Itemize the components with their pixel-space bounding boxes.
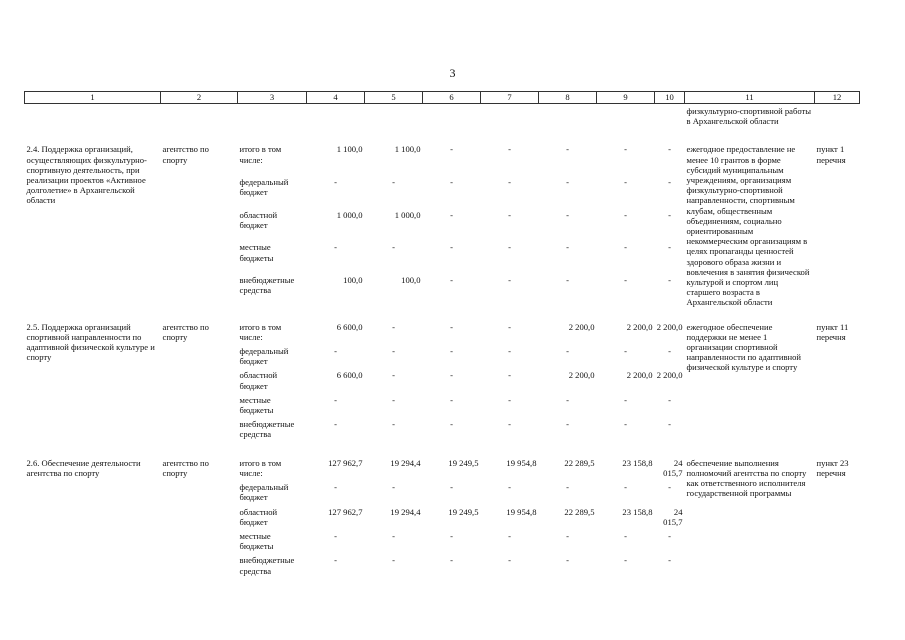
funding-source-label: местные бюджеты bbox=[239, 394, 274, 416]
funding-value: - bbox=[566, 394, 569, 405]
funding-value: 127 962,7 bbox=[328, 506, 363, 517]
funding-value: - bbox=[668, 419, 671, 430]
funding-value: - bbox=[334, 177, 337, 188]
funding-value: 19 954,8 bbox=[506, 457, 537, 468]
col-header: 11 bbox=[685, 92, 815, 104]
funding-value: - bbox=[566, 209, 569, 220]
funding-value: 1 000,0 bbox=[394, 209, 421, 220]
funding-value: 2 200,0 bbox=[656, 370, 683, 381]
col-header: 2 bbox=[161, 92, 238, 104]
funding-value: - bbox=[392, 370, 395, 381]
funding-value: - bbox=[624, 482, 627, 493]
col-header: 8 bbox=[539, 92, 597, 104]
funding-value: - bbox=[508, 394, 511, 405]
funding-value: - bbox=[508, 370, 511, 381]
section-spacer bbox=[25, 444, 860, 458]
col-header: 9 bbox=[597, 92, 655, 104]
funding-value: - bbox=[334, 530, 337, 541]
funding-value: - bbox=[392, 242, 395, 253]
funding-value: 19 294,4 bbox=[390, 457, 421, 468]
measure-name: 2.4. Поддержка организаций, осуществляющих физкультурно-спортивную деятельность, при реализации проектов «Активное долголетие» в Архангельской области bbox=[26, 144, 147, 206]
funding-value: - bbox=[566, 177, 569, 188]
funding-value: 2 200,0 bbox=[626, 370, 653, 381]
page-number: 3 bbox=[449, 66, 456, 80]
executor: агентство по спорту bbox=[162, 321, 209, 342]
funding-value: - bbox=[450, 419, 453, 430]
funding-value: - bbox=[566, 346, 569, 357]
funding-value: - bbox=[508, 482, 511, 493]
funding-value: - bbox=[668, 482, 671, 493]
measure-name: 2.6. Обеспечение деятельности агентства по спорту bbox=[26, 457, 141, 478]
funding-value: 100,0 bbox=[401, 274, 421, 285]
funding-source-label: местные бюджеты bbox=[239, 242, 274, 263]
funding-value: - bbox=[392, 177, 395, 188]
funding-value: 24 015,7 bbox=[663, 506, 683, 527]
table-row bbox=[25, 322, 860, 346]
funding-value: - bbox=[508, 177, 511, 188]
funding-value: - bbox=[334, 394, 337, 405]
funding-value: 2 200,0 bbox=[568, 370, 595, 381]
funding-value: 127 962,7 bbox=[328, 457, 363, 468]
funding-value: 2 200,0 bbox=[656, 321, 683, 332]
funding-value: - bbox=[450, 321, 453, 332]
funding-source-label: федеральный бюджет bbox=[239, 346, 289, 367]
funding-value: - bbox=[668, 144, 671, 155]
funding-value: - bbox=[450, 177, 453, 188]
funding-value: - bbox=[668, 530, 671, 541]
funding-value: 19 249,5 bbox=[448, 457, 479, 468]
col-header: 1 bbox=[25, 92, 161, 104]
col-header: 7 bbox=[481, 92, 539, 104]
funding-value: 19 954,8 bbox=[506, 506, 537, 517]
funding-value: - bbox=[566, 242, 569, 253]
col-header: 10 bbox=[655, 92, 685, 104]
funding-value: - bbox=[392, 555, 395, 566]
funding-value: - bbox=[668, 346, 671, 357]
funding-value: - bbox=[392, 482, 395, 493]
funding-value: - bbox=[508, 530, 511, 541]
funding-value: - bbox=[668, 394, 671, 405]
funding-value: 6 600,0 bbox=[336, 370, 363, 381]
table-row bbox=[25, 144, 860, 177]
funding-value: - bbox=[566, 555, 569, 566]
carryover-row bbox=[25, 104, 860, 127]
funding-value: - bbox=[624, 177, 627, 188]
funding-source-label: федеральный бюджет bbox=[239, 177, 289, 198]
funding-value: - bbox=[624, 530, 627, 541]
funding-value: - bbox=[624, 144, 627, 155]
funding-value: - bbox=[668, 242, 671, 253]
funding-value: 2 200,0 bbox=[568, 321, 595, 332]
funding-value: - bbox=[334, 482, 337, 493]
funding-source-label: федеральный бюджет bbox=[239, 482, 289, 503]
funding-value: - bbox=[566, 530, 569, 541]
funding-value: 1 000,0 bbox=[336, 209, 363, 220]
funding-value: - bbox=[508, 555, 511, 566]
funding-value: - bbox=[624, 555, 627, 566]
list-reference: пункт 11 перечня bbox=[816, 321, 849, 342]
expected-result: ежегодное предоставление не менее 10 грантов в форме субсидий муниципальным учреждениям, организациям физкультурно-спортивной направленности, спортивным клубам, общественным объединениям, социально ориентированным некоммерческим организациям в целях пропаганды ценностей здорового образа жизни и вовлечения в занятия физической культурой и спортом лиц старшего возраста в Архангельской области bbox=[686, 144, 810, 308]
funding-source-label: итого в том числе: bbox=[239, 144, 282, 165]
funding-value: - bbox=[450, 209, 453, 220]
funding-source-label: местные бюджеты bbox=[239, 530, 274, 552]
funding-value: - bbox=[508, 274, 511, 285]
funding-value: - bbox=[508, 209, 511, 220]
funding-value: - bbox=[450, 530, 453, 541]
funding-value: 19 249,5 bbox=[448, 506, 479, 517]
funding-value: - bbox=[334, 242, 337, 253]
measure-name: 2.5. Поддержка организаций спортивной направленности по адаптивной физической культуре и спорту bbox=[26, 321, 155, 363]
col-header: 4 bbox=[307, 92, 365, 104]
carryover-result: физкультурно-спортивной работы в Архангельской области bbox=[686, 106, 812, 127]
expected-result: обеспечение выполнения полномочий агентства по спорту как ответственного исполнителя государственной программы bbox=[686, 457, 807, 499]
funding-value: 22 289,5 bbox=[564, 457, 595, 468]
funding-source-label: итого в том числе: bbox=[239, 321, 282, 342]
list-reference: пункт 1 перечня bbox=[816, 144, 846, 165]
funding-value: - bbox=[450, 144, 453, 155]
funding-value: - bbox=[450, 482, 453, 493]
program-table bbox=[24, 91, 860, 580]
funding-value: - bbox=[566, 482, 569, 493]
funding-value: - bbox=[566, 419, 569, 430]
funding-value: - bbox=[624, 209, 627, 220]
funding-value: - bbox=[668, 555, 671, 566]
funding-value: - bbox=[624, 346, 627, 357]
funding-value: - bbox=[624, 242, 627, 253]
funding-value: - bbox=[668, 177, 671, 188]
section-spacer bbox=[25, 308, 860, 322]
col-header: 3 bbox=[238, 92, 307, 104]
funding-value: - bbox=[508, 321, 511, 332]
funding-value: 19 294,4 bbox=[390, 506, 421, 517]
funding-value: - bbox=[624, 419, 627, 430]
executor: агентство по спорту bbox=[162, 144, 209, 165]
funding-value: - bbox=[334, 346, 337, 357]
table-row bbox=[25, 458, 860, 482]
funding-source-label: итого в том числе: bbox=[239, 457, 282, 478]
funding-value: - bbox=[392, 321, 395, 332]
funding-value: 23 158,8 bbox=[622, 457, 653, 468]
funding-value: 1 100,0 bbox=[336, 144, 363, 155]
funding-value: - bbox=[668, 274, 671, 285]
funding-source-label: областной бюджет bbox=[239, 506, 278, 527]
funding-value: 2 200,0 bbox=[626, 321, 653, 332]
funding-value: - bbox=[450, 346, 453, 357]
list-reference: пункт 23 перечня bbox=[816, 457, 849, 478]
funding-value: - bbox=[566, 144, 569, 155]
funding-value: - bbox=[624, 274, 627, 285]
funding-source-label: внебюджетные средства bbox=[239, 274, 295, 296]
funding-value: - bbox=[450, 394, 453, 405]
expected-result: ежегодное обеспечение поддержки не менее 1 организации спортивной направленности по адаптивной физической культуре и спорту bbox=[686, 321, 802, 373]
funding-value: - bbox=[450, 370, 453, 381]
funding-value: - bbox=[450, 555, 453, 566]
funding-value: - bbox=[566, 274, 569, 285]
executor: агентство по спорту bbox=[162, 457, 209, 478]
funding-value: 100,0 bbox=[343, 274, 363, 285]
funding-value: - bbox=[508, 144, 511, 155]
funding-value: - bbox=[624, 394, 627, 405]
funding-value: - bbox=[450, 242, 453, 253]
funding-source-label: внебюджетные средства bbox=[239, 555, 295, 576]
funding-value: - bbox=[450, 274, 453, 285]
funding-value: - bbox=[392, 530, 395, 541]
funding-source-label: областной бюджет bbox=[239, 370, 278, 391]
funding-value: 1 100,0 bbox=[394, 144, 421, 155]
funding-source-label: внебюджетные средства bbox=[239, 419, 295, 440]
funding-value: - bbox=[334, 419, 337, 430]
funding-value: - bbox=[392, 394, 395, 405]
col-header: 12 bbox=[815, 92, 860, 104]
funding-value: 24 015,7 bbox=[663, 457, 683, 478]
funding-value: - bbox=[508, 346, 511, 357]
funding-value: - bbox=[508, 419, 511, 430]
section-spacer bbox=[25, 126, 860, 144]
funding-value: 23 158,8 bbox=[622, 506, 653, 517]
col-header: 5 bbox=[365, 92, 423, 104]
funding-value: 6 600,0 bbox=[336, 321, 363, 332]
funding-value: - bbox=[508, 242, 511, 253]
col-header: 6 bbox=[423, 92, 481, 104]
funding-value: 22 289,5 bbox=[564, 506, 595, 517]
funding-source-label: областной бюджет bbox=[239, 209, 278, 230]
funding-value: - bbox=[334, 555, 337, 566]
column-number-header bbox=[25, 92, 860, 104]
funding-value: - bbox=[392, 419, 395, 430]
funding-value: - bbox=[668, 209, 671, 220]
funding-value: - bbox=[392, 346, 395, 357]
